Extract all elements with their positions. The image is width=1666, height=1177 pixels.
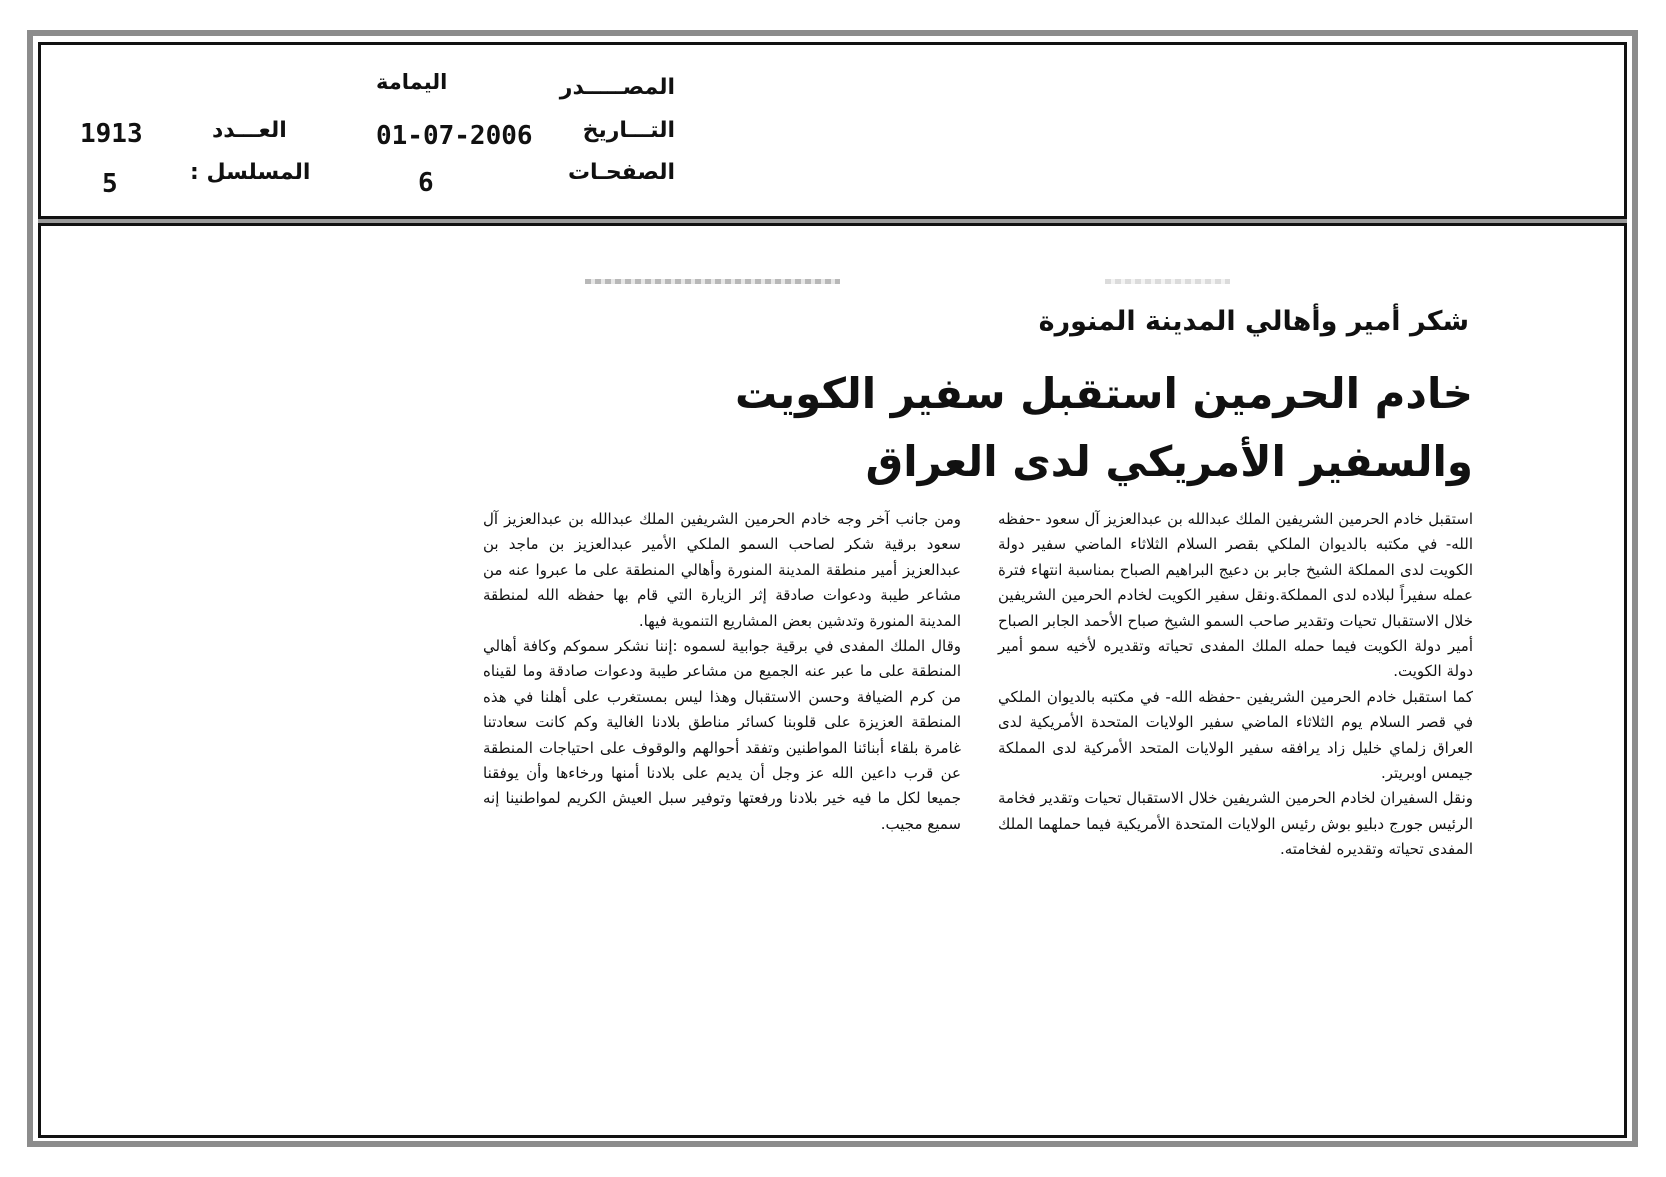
date-label: التـــاريخ — [582, 118, 675, 143]
article-headline — [713, 360, 1473, 496]
pages-value: 6 — [418, 168, 434, 198]
paragraph: استقبل خادم الحرمين الشريفين الملك عبدالله بن عبدالعزيز آل سعود -حفظه الله- في مكتبه بالديوان الملكي بقصر السلام الثلاثاء الماضي سفير دولة الكويت لدى المملكة الشيخ جابر بن دعيج البراهيم الصباح بمناسبة انتهاء فترة عمله سفيراً لبلاده لدى المملكة.ونقل سفير الكويت لخادم الحرمين الشريفين خلال الاستقبال تحيات وتقدير صاحب السمو الشيخ صباح الأحمد الجابر الصباح أمير دولة الكويت فيما حمله الملك المفدى تحياته وتقديره لأخيه سمو أمير دولة الكويت. — [998, 510, 1473, 681]
serial-value: 5 — [102, 169, 118, 199]
article-column-right — [998, 507, 1473, 863]
paragraph: ومن جانب آخر وجه خادم الحرمين الشريفين الملك عبدالله بن عبدالعزيز آل سعود برقية شكر لصاحب السمو الملكي الأمير عبدالعزيز بن ماجد بن عبدالعزيز أمير منطقة المدينة المنورة وأهالي المنطقة على ما عبروا عنه من مشاعر طيبة ودعوات صادقة إثر الزيارة التي قام بها حفظه الله لمنطقة المدينة المنورة وتدشين بعض المشاريع التنموية فيها. — [483, 510, 961, 630]
paragraph: ونقل السفيران لخادم الحرمين الشريفين خلال الاستقبال تحيات وتقدير فخامة الرئيس جورج دبليو بوش رئيس الولايات المتحدة الأمريكية فيما حملهما الملك المفدى تحياته وتقديره لفخامته. — [998, 789, 1473, 859]
article-kicker: شكر أمير وأهالي المدينة المنورة — [1038, 306, 1469, 337]
paragraph: وقال الملك المفدى في برقية جوابية لسموه :إننا نشكر سموكم وكافة أهالي المنطقة على ما عبر عنه الجميع من مشاعر طيبة ودعوات صادقة وما لقيناه من كرم الضيافة وحسن الاستقبال وهذا ليس بمستغرب على أهلنا في هذه المنطقة العزيزة على قلوبنا كسائر مناطق بلادنا الغالية وكم كانت سعادتنا غامرة بلقاء أبنائنا المواطنين وتفقد أحوالهم والوقوف على احتياجات المنطقة عن قرب داعين الله عز وجل أن يديم على بلادنا أمنها ورخاءها وأن يوفقنا جميعا لكل ما فيه خير بلادنا ورفعتها وتوفير سبل العيش الكريم لمواطنينا إنه سميع مجيب. — [483, 637, 961, 833]
headline-line-1: خادم الحرمين استقبل سفير الكويت — [734, 369, 1473, 418]
clipping-cut-line — [585, 279, 840, 284]
pages-label: الصفحـات — [567, 160, 675, 185]
date-value: 01-07-2006 — [376, 121, 533, 151]
paragraph: كما استقبل خادم الحرمين الشريفين -حفظه الله- في مكتبه بالديوان الملكي في قصر السلام يوم الثلاثاء الماضي سفير الولايات المتحدة الأمريكية لدى العراق زلماي خليل زاد يرافقه سفير الولايات المتحد الأمركية لدى المملكة جيمس اوبريتر. — [998, 687, 1473, 783]
headline-line-2: والسفير الأمريكي لدى العراق — [865, 437, 1473, 486]
article-column-left — [483, 507, 961, 837]
header-divider — [38, 216, 1627, 226]
issue-value: 1913 — [80, 119, 143, 149]
issue-label: العـــدد — [212, 118, 287, 143]
clipping-cut-line — [1105, 279, 1230, 284]
source-label: المصـــــدر — [559, 75, 675, 100]
source-value: اليمامة — [376, 70, 448, 94]
serial-label: المسلسل : — [190, 160, 311, 185]
